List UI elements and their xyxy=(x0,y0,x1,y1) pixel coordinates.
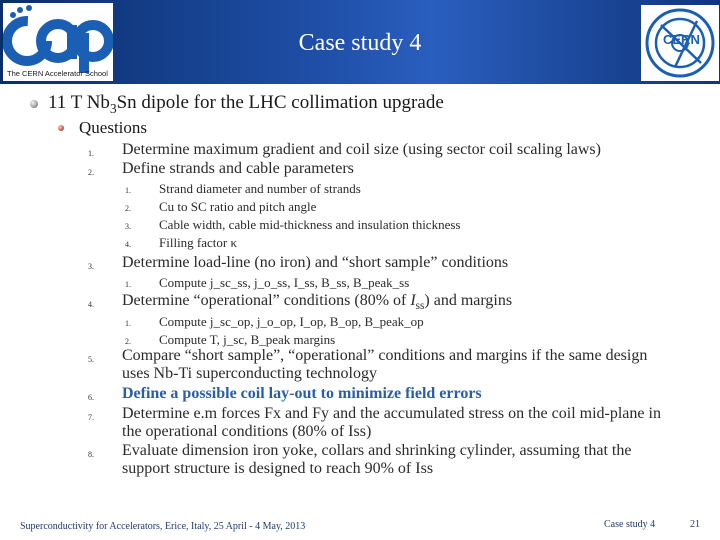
sublist-item-text: Compute T, j_sc, B_peak margins xyxy=(159,332,336,347)
sublist-item-text: Cable width, cable mid-thickness and insulation thickness xyxy=(159,217,461,232)
list-item-text-line2: the operational conditions (80% of Iss) xyxy=(122,423,372,440)
cern-logo xyxy=(641,5,719,81)
list-item-text-line1: Determine e.m forces Fx and Fy and the accumulated stress on the coil mid-plane in xyxy=(122,405,661,422)
list-item-number: 2. xyxy=(88,168,94,177)
list-item-text-highlighted: Define a possible coil lay-out to minimize field errors xyxy=(122,385,482,402)
footer-conference: Superconductivity for Accelerators, Erice, Italy, 25 April - 4 May, 2013 xyxy=(20,521,306,532)
footer-case-label: Case study 4 xyxy=(604,519,656,530)
list-item-text: Determine “operational” conditions (80% of $I_{ss}$) and margins xyxy=(122,292,513,313)
list-item-number: 1. xyxy=(88,149,94,158)
slide-header xyxy=(0,0,720,84)
cern-logo-text: CERN xyxy=(663,32,700,47)
list-item-text: Define strands and cable parameters xyxy=(122,160,354,177)
sublist-item-number: 4. xyxy=(125,240,131,249)
list-item-number: 5. xyxy=(88,355,94,364)
sub-bullet-icon xyxy=(58,125,64,131)
list-item-text: Determine load-line (no iron) and “short sample” conditions xyxy=(122,254,509,271)
sublist-item-number: 1. xyxy=(125,186,131,195)
sublist-item-number: 2. xyxy=(125,337,131,346)
sublist-item-text: Compute j_sc_ss, j_o_ss, I_ss, B_ss, B_peak_ss xyxy=(159,275,410,290)
list-item-number: 7. xyxy=(88,413,94,422)
list-item-text-line1: Evaluate dimension iron yoke, collars and shrinking cylinder, assuming that the xyxy=(122,442,632,459)
main-bullet-text: 11 T $Nb_3Sn$ dipole for the LHC collimation upgrade xyxy=(48,92,444,116)
list-item-number: 6. xyxy=(88,393,94,402)
sublist-item-text: Filling factor κ xyxy=(159,235,238,250)
list-item-text-line2: support structure is designed to reach 90% of Iss xyxy=(122,460,434,477)
sublist-item-number: 3. xyxy=(125,222,131,231)
page-number: 21 xyxy=(690,519,700,530)
sublist-item-number: 1. xyxy=(125,280,131,289)
list-item-number: 8. xyxy=(88,450,94,459)
list-item-text-line1: Compare “short sample”, “operational” conditions and margins if the same design xyxy=(122,347,648,364)
sub-bullet-text: Questions xyxy=(79,118,147,137)
list-item-number: 4. xyxy=(88,300,94,309)
list-item-text-line2: uses Nb-Ti superconducting technology xyxy=(122,365,377,382)
list-item-text: Determine maximum gradient and coil size (using sector coil scaling laws) xyxy=(122,141,601,158)
list-item-number: 3. xyxy=(88,262,94,271)
sublist-item-number: 2. xyxy=(125,204,131,213)
sublist-item-text: Strand diameter and number of strands xyxy=(159,181,361,196)
slide-title: Case study 4 xyxy=(298,30,422,56)
main-bullet-icon xyxy=(30,100,38,108)
sublist-item-text: Cu to SC ratio and pitch angle xyxy=(159,199,317,214)
cas-logo-tagline: The CERN Accelerator School xyxy=(7,69,108,78)
sublist-item-number: 1. xyxy=(125,319,131,328)
sublist-item-text: Compute j_sc_op, j_o_op, I_op, B_op, B_peak_op xyxy=(159,314,424,329)
